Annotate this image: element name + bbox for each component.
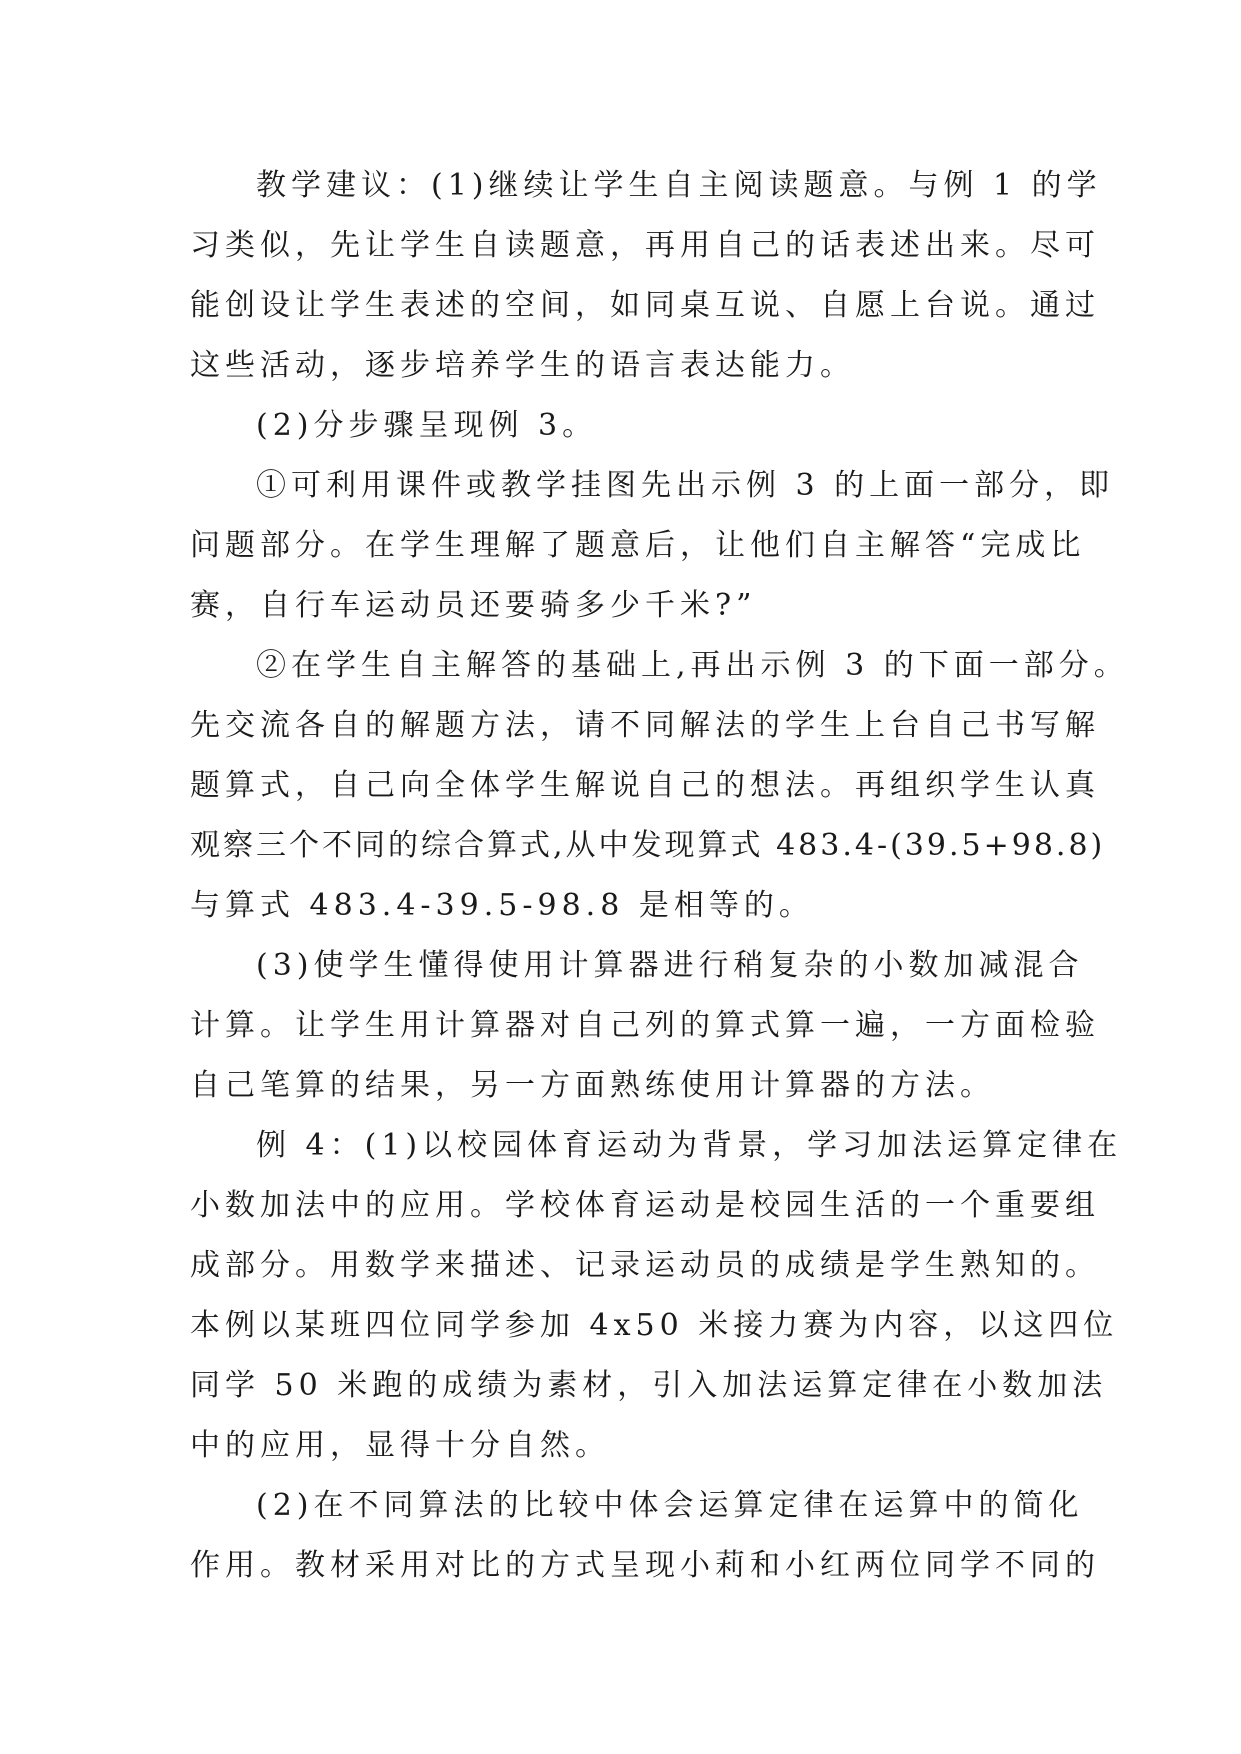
paragraph-line: 问题部分。在学生理解了题意后，让他们自主解答“完成比 [190, 528, 1086, 563]
paragraph-line: (2)在不同算法的比较中体会运算定律在运算中的简化 [256, 1488, 1084, 1523]
paragraph-line: 教学建议：(1)继续让学生自主阅读题意。与例 1 的学 [256, 168, 1102, 203]
paragraph-line: 计算。让学生用计算器对自己列的算式算一遍，一方面检验 [190, 1008, 1100, 1043]
paragraph-line: 自己笔算的结果，另一方面熟练使用计算器的方法。 [190, 1068, 995, 1103]
paragraph-line: ①可利用课件或教学挂图先出示例 3 的上面一部分，即 [256, 468, 1115, 503]
paragraph-line: 习类似，先让学生自读题意，再用自己的话表述出来。尽可 [190, 228, 1100, 263]
paragraph-line: 成部分。用数学来描述、记录运动员的成绩是学生熟知的。 [190, 1248, 1100, 1283]
paragraph-line: 观察三个不同的综合算式,从中发现算式 483.4-(39.5+98.8) [190, 828, 1106, 863]
paragraph-line: 与算式 483.4-39.5-98.8 是相等的。 [190, 888, 814, 923]
paragraph-line: (3)使学生懂得使用计算器进行稍复杂的小数加减混合 [256, 948, 1084, 983]
paragraph-line: ②在学生自主解答的基础上,再出示例 3 的下面一部分。 [256, 648, 1129, 683]
paragraph-line: 这些活动，逐步培养学生的语言表达能力。 [190, 348, 855, 383]
paragraph-line: 题算式，自己向全体学生解说自己的想法。再组织学生认真 [190, 768, 1100, 803]
paragraph-line: 作用。教材采用对比的方式呈现小莉和小红两位同学不同的 [190, 1548, 1100, 1583]
paragraph-line: 例 4：(1)以校园体育运动为背景，学习加法运算定律在 [256, 1128, 1123, 1163]
paragraph-line: (2)分步骤呈现例 3。 [256, 408, 598, 443]
paragraph-line: 中的应用，显得十分自然。 [190, 1428, 610, 1463]
paragraph-line: 赛，自行车运动员还要骑多少千米?” [190, 588, 757, 623]
body-text [190, 156, 1129, 1596]
paragraph-line: 小数加法中的应用。学校体育运动是校园生活的一个重要组 [190, 1188, 1100, 1223]
paragraph-line: 同学 50 米跑的成绩为素材，引入加法运算定律在小数加法 [190, 1368, 1108, 1403]
paragraph-line: 先交流各自的解题方法，请不同解法的学生上台自己书写解 [190, 708, 1100, 743]
paragraph-line: 本例以某班四位同学参加 4x50 米接力赛为内容，以这四位 [190, 1308, 1119, 1343]
paragraph-line: 能创设让学生表述的空间，如同桌互说、自愿上台说。通过 [190, 288, 1100, 323]
